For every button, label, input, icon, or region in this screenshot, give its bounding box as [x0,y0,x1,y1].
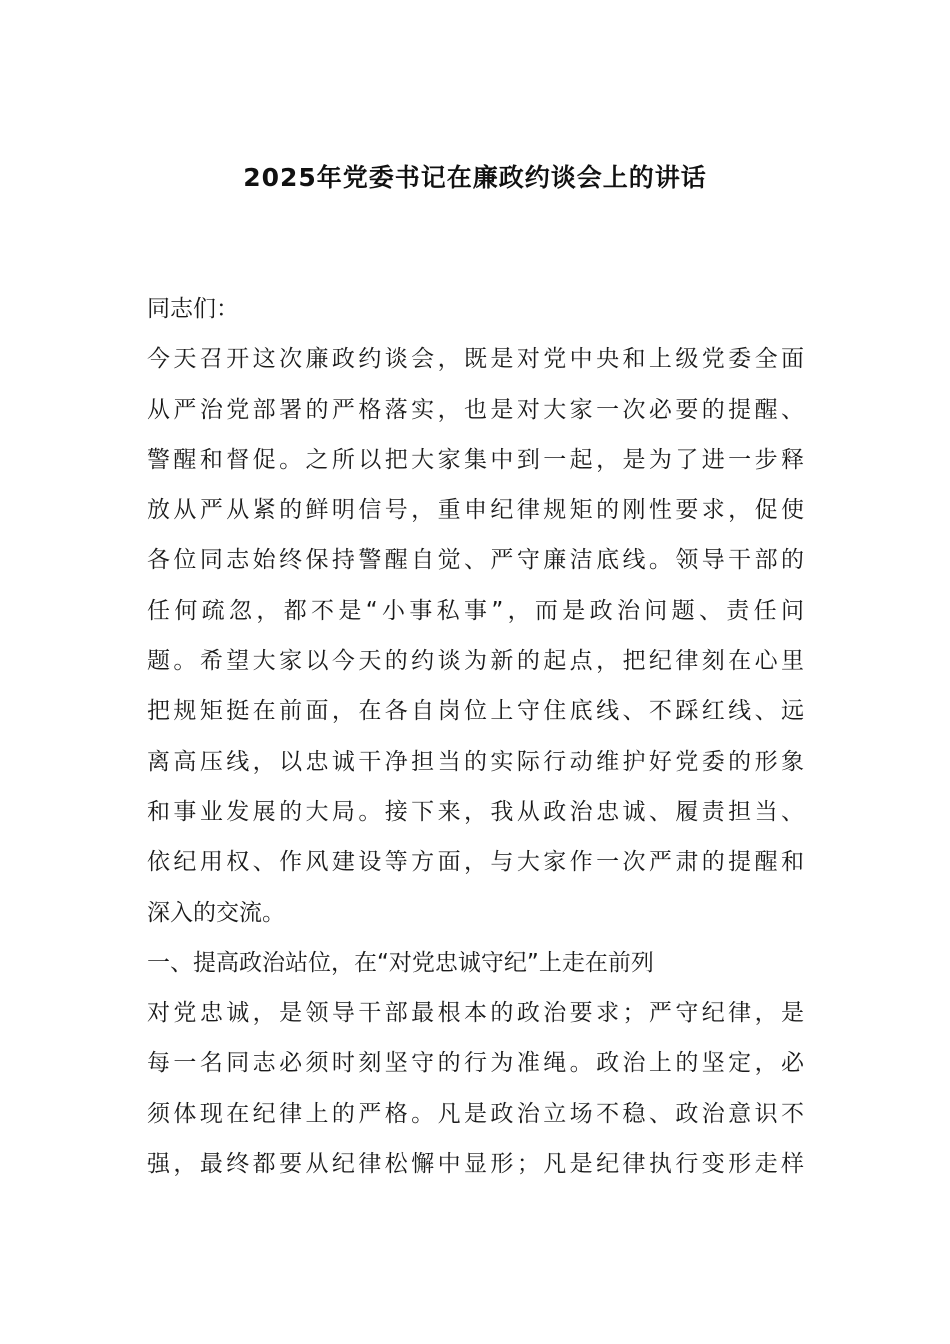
text-line: 从严治党部署的严格落实，也是对大家一次必要的提醒、 [147,396,804,423]
text-line: 题。希望大家以今天的约谈为新的起点，把纪律刻在心里 [147,648,804,675]
text-line: 和事业发展的大局。接下来，我从政治忠诚、履责担当、 [147,798,804,825]
text-line: 须体现在纪律上的严格。凡是政治立场不稳、政治意识不 [147,1100,804,1127]
text-line: 强，最终都要从纪律松懈中显形；凡是纪律执行变形走样 [147,1151,804,1178]
document-body [147,284,804,1189]
text-line: 依纪用权、作风建设等方面，与大家作一次严肃的提醒和 [147,849,804,876]
text-line: 今天召开这次廉政约谈会，既是对党中央和上级党委全面 [147,346,804,373]
text-line: 每一名同志必须时刻坚守的行为准绳。政治上的坚定，必 [147,1050,804,1077]
text-line: 对党忠诚，是领导干部最根本的政治要求；严守纪律，是 [147,1000,804,1027]
text-line: 各位同志始终保持警醒自觉、严守廉洁底线。领导干部的 [147,547,804,574]
text-line: 离高压线，以忠诚干净担当的实际行动维护好党委的形象 [147,748,804,775]
document-title: 2025年党委书记在廉政约谈会上的讲话 [243,163,707,192]
text-line: 一、提高政治站位，在“对党忠诚守纪”上走在前列 [147,949,654,976]
text-line: 把规矩挺在前面，在各自岗位上守住底线、不踩红线、远 [147,698,804,725]
text-line: 警醒和督促。之所以把大家集中到一起，是为了进一步释 [147,446,804,473]
text-line: 放从严从紧的鲜明信号，重申纪律规矩的刚性要求，促使 [147,497,804,524]
text-line: 任何疏忽，都不是“小事私事”，而是政治问题、责任问 [147,597,804,624]
text-line: 同志们： [147,296,239,322]
text-line: 深入的交流。 [147,899,285,926]
